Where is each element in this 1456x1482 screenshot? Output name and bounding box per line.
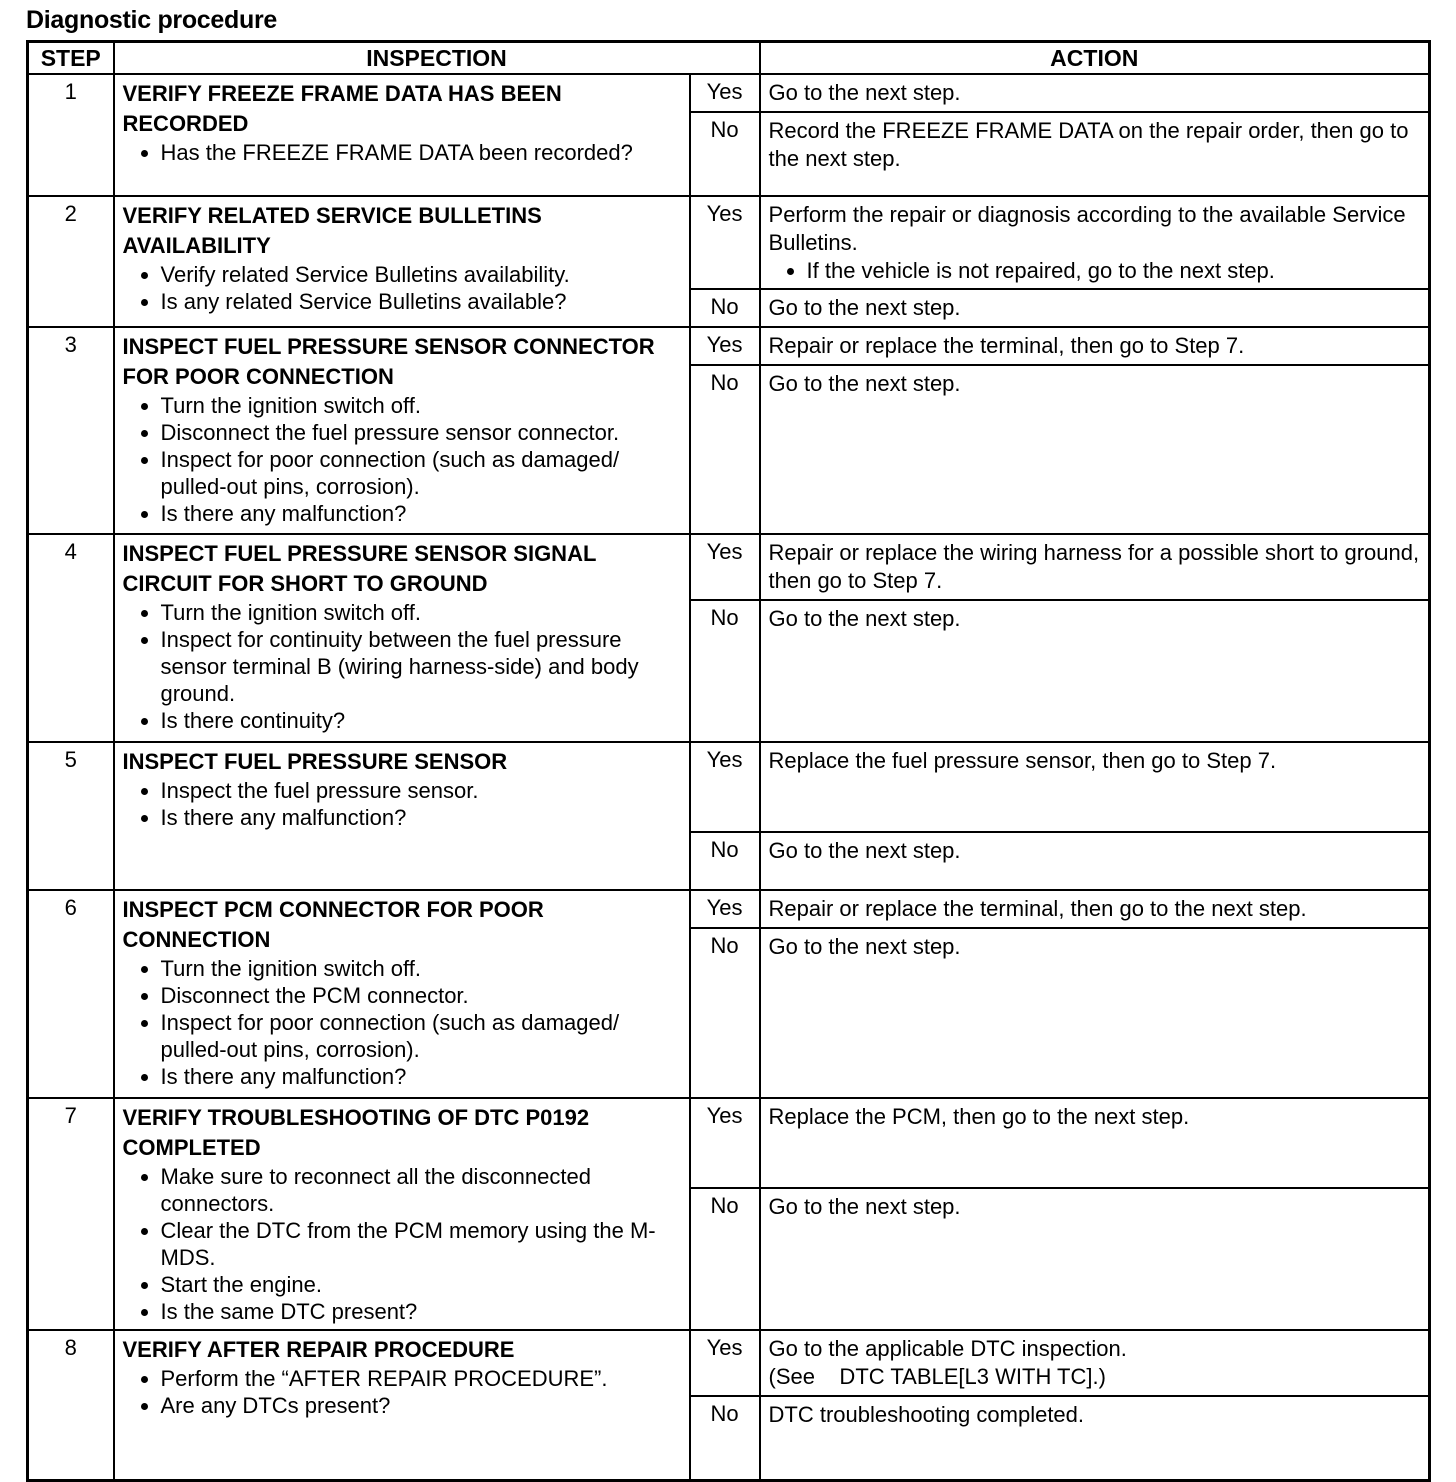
yes-action-cell (760, 1330, 1430, 1396)
inspection-bullet: • Make sure to reconnect all the disconnected connectors. (161, 1163, 683, 1217)
step-number: 4 (28, 534, 114, 742)
step-number: 6 (28, 890, 114, 1098)
yes-action-bullets (769, 257, 1423, 284)
inspection-title: VERIFY TROUBLESHOOTING OF DTC P0192 COMPLETED (122, 1105, 590, 1160)
inspection-title: VERIFY AFTER REPAIR PROCEDURE (122, 1337, 515, 1362)
no-label: No (690, 112, 760, 196)
no-action: Go to the next step. (760, 928, 1430, 1098)
inspection-bullets (123, 1163, 683, 1325)
yes-action: Replace the fuel pressure sensor, then go to Step 7. (760, 742, 1430, 832)
inspection-cell (114, 534, 690, 742)
inspection-bullets (123, 392, 683, 527)
step-row (28, 1098, 1430, 1188)
no-action: Go to the next step. (760, 832, 1430, 890)
inspection-bullet: • Is there continuity? (161, 707, 683, 734)
inspection-bullet: • Verify related Service Bulletins availability. (161, 261, 683, 288)
no-action: Go to the next step. (760, 1188, 1430, 1330)
yes-label: Yes (690, 196, 760, 289)
no-action: Go to the next step. (760, 289, 1430, 327)
yes-action: Go to the applicable DTC inspection. (768, 1336, 1127, 1361)
inspection-cell (114, 327, 690, 534)
no-label: No (690, 365, 760, 534)
step-row (28, 74, 1430, 112)
no-action: Go to the next step. (760, 365, 1430, 534)
inspection-cell (114, 196, 690, 327)
inspection-bullet: • Disconnect the PCM connector. (161, 982, 683, 1009)
inspection-bullet: • Turn the ignition switch off. (161, 392, 683, 419)
inspection-bullet: • Is the same DTC present? (161, 1298, 683, 1325)
header-step: STEP (28, 42, 114, 75)
header-inspection: INSPECTION (114, 42, 760, 75)
step-row (28, 742, 1430, 832)
inspection-cell (114, 890, 690, 1098)
inspection-bullets (123, 777, 683, 831)
inspection-cell (114, 74, 690, 196)
yes-action-cell (760, 196, 1430, 289)
yes-action: Repair or replace the terminal, then go to the next step. (760, 890, 1430, 928)
header-action: ACTION (760, 42, 1430, 75)
step-row (28, 534, 1430, 600)
inspection-cell (114, 742, 690, 890)
no-label: No (690, 289, 760, 327)
inspection-bullets (123, 261, 683, 315)
yes-action: Repair or replace the terminal, then go to Step 7. (760, 327, 1430, 365)
no-label: No (690, 1396, 760, 1480)
inspection-title: VERIFY RELATED SERVICE BULLETINS AVAILABILITY (122, 203, 542, 258)
inspection-bullet: • Is there any malfunction? (161, 500, 683, 527)
inspection-bullet: • Is any related Service Bulletins available? (161, 288, 683, 315)
yes-action: Replace the PCM, then go to the next step. (760, 1098, 1430, 1188)
step-number: 5 (28, 742, 114, 890)
no-label: No (690, 1188, 760, 1330)
inspection-bullet: • Turn the ignition switch off. (161, 955, 683, 982)
inspection-bullet: • Start the engine. (161, 1271, 683, 1298)
step-number: 3 (28, 327, 114, 534)
yes-label: Yes (690, 1330, 760, 1396)
inspection-bullet: • Has the FREEZE FRAME DATA been recorded? (161, 139, 683, 166)
inspection-title: INSPECT FUEL PRESSURE SENSOR (122, 749, 508, 774)
inspection-cell (114, 1098, 690, 1330)
inspection-bullets (123, 139, 683, 166)
step-number: 1 (28, 74, 114, 196)
yes-label: Yes (690, 890, 760, 928)
inspection-bullet: • Inspect for poor connection (such as damaged/ pulled-out pins, corrosion). (161, 446, 683, 500)
page-title: Diagnostic procedure (26, 6, 277, 34)
no-label: No (690, 832, 760, 890)
yes-label: Yes (690, 327, 760, 365)
inspection-bullets (123, 955, 683, 1090)
diagnostic-table (26, 40, 1431, 1482)
step-number: 8 (28, 1330, 114, 1480)
yes-action: Perform the repair or diagnosis according to the available Service Bulletins. (768, 202, 1406, 255)
yes-action-bullet: • If the vehicle is not repaired, go to the next step. (807, 257, 1423, 284)
no-action: DTC troubleshooting completed. (760, 1396, 1430, 1480)
no-action: Go to the next step. (760, 600, 1430, 742)
no-label: No (690, 600, 760, 742)
inspection-bullet: • Inspect for continuity between the fuel pressure sensor terminal B (wiring harness-side) and body ground. (161, 626, 683, 707)
inspection-bullet: • Clear the DTC from the PCM memory using the M-MDS. (161, 1217, 683, 1271)
step-number: 2 (28, 196, 114, 327)
inspection-bullet: • Perform the “AFTER REPAIR PROCEDURE”. (161, 1365, 683, 1392)
header-row (28, 42, 1430, 75)
yes-label: Yes (690, 742, 760, 832)
step-row (28, 1330, 1430, 1396)
yes-label: Yes (690, 1098, 760, 1188)
inspection-title: INSPECT FUEL PRESSURE SENSOR SIGNAL CIRCUIT FOR SHORT TO GROUND (122, 541, 596, 596)
inspection-bullet: • Is there any malfunction? (161, 804, 683, 831)
inspection-bullet: • Are any DTCs present? (161, 1392, 683, 1419)
yes-action-reference: (See DTC TABLE[L3 WITH TC].) (768, 1364, 1106, 1389)
inspection-title: INSPECT FUEL PRESSURE SENSOR CONNECTOR FOR POOR CONNECTION (122, 334, 655, 389)
yes-action: Go to the next step. (760, 74, 1430, 112)
inspection-bullet: • Disconnect the fuel pressure sensor connector. (161, 419, 683, 446)
inspection-bullet: • Inspect the fuel pressure sensor. (161, 777, 683, 804)
inspection-title: INSPECT PCM CONNECTOR FOR POOR CONNECTION (122, 897, 544, 952)
yes-action: Repair or replace the wiring harness for a possible short to ground, then go to Step 7. (760, 534, 1430, 600)
step-number: 7 (28, 1098, 114, 1330)
inspection-bullet: • Is there any malfunction? (161, 1063, 683, 1090)
inspection-bullets (123, 1365, 683, 1419)
step-row (28, 196, 1430, 289)
inspection-title: VERIFY FREEZE FRAME DATA HAS BEEN RECORDED (122, 81, 562, 136)
yes-label: Yes (690, 534, 760, 600)
inspection-bullets (123, 599, 683, 734)
step-row (28, 327, 1430, 365)
inspection-cell (114, 1330, 690, 1480)
yes-label: Yes (690, 74, 760, 112)
inspection-bullet: • Turn the ignition switch off. (161, 599, 683, 626)
no-action: Record the FREEZE FRAME DATA on the repair order, then go to the next step. (760, 112, 1430, 196)
inspection-bullet: • Inspect for poor connection (such as damaged/ pulled-out pins, corrosion). (161, 1009, 683, 1063)
step-row (28, 890, 1430, 928)
no-label: No (690, 928, 760, 1098)
